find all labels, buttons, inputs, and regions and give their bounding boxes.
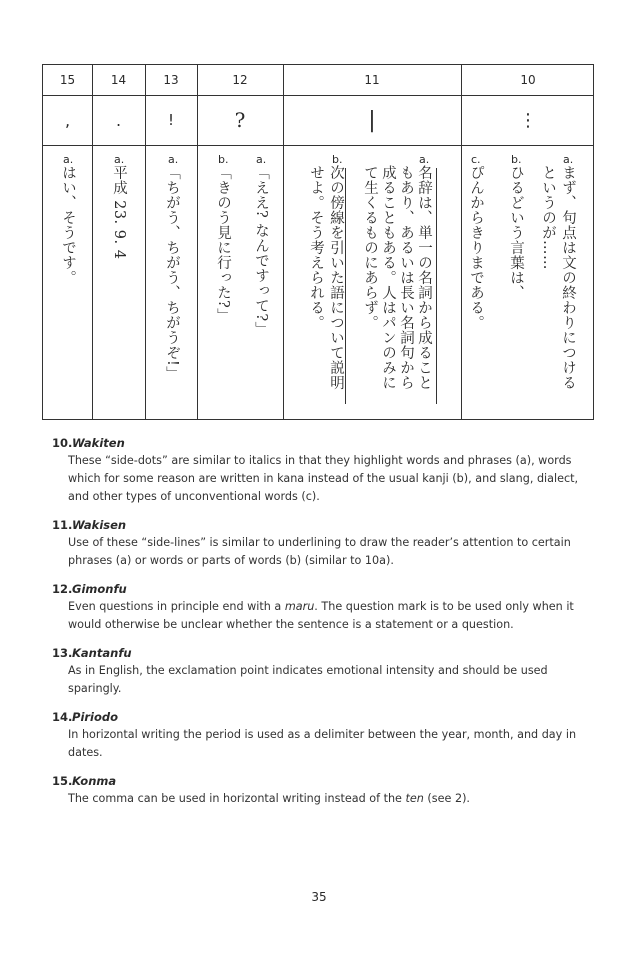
column-number: 13	[163, 73, 179, 87]
note-title: 13. Kantanfu	[52, 646, 132, 660]
table-rule	[43, 145, 593, 146]
column-number: 14	[110, 73, 127, 87]
note-body: The comma can be used in horizontal writing instead of the ten (see 2).	[68, 792, 470, 805]
note-title: 14. Piriodo	[52, 710, 119, 724]
example-text: 「ちがう、ちがう、ちがうぞ!」	[164, 165, 180, 382]
example-text: まず、句点は文の終わりにつける	[560, 165, 576, 390]
example-label: a.	[63, 153, 74, 166]
example-text: もあり、あるいは長い名詞句から	[398, 165, 414, 390]
notes-list	[52, 434, 600, 818]
note-item	[52, 708, 600, 762]
note-item	[52, 434, 600, 506]
example-text: 平成 23. 9. 4	[111, 165, 127, 260]
example-text: て生くるものにあらず。	[362, 165, 378, 330]
example-label: b.	[218, 153, 229, 166]
punctuation-mark: ?	[234, 108, 246, 132]
note-body: As in English, the exclamation point indicates emotional intensity and should be used sparingly.	[68, 664, 548, 695]
example-text: ひるどいう言葉は、	[508, 165, 524, 300]
example-label: a.	[168, 153, 179, 166]
punctuation-mark: |	[368, 107, 376, 133]
note-title: 11. Wakisen	[52, 518, 127, 532]
note-title: 12. Gimonfu	[52, 582, 127, 596]
side-line	[345, 168, 346, 404]
column-number: 10	[520, 73, 536, 87]
note-item	[52, 516, 600, 570]
note-title: 10. Wakiten	[52, 436, 125, 450]
note-item	[52, 580, 600, 634]
example-label: a.	[563, 153, 574, 166]
example-label: b.	[332, 153, 343, 166]
example-label: a.	[256, 153, 267, 166]
example-text: というのが……	[540, 165, 556, 270]
example-text: 名辞は、単一の名詞から成ること	[416, 165, 432, 390]
note-title: 15. Konma	[52, 774, 117, 788]
note-body: Even questions in principle end with a maru. The question mark is to be used only when it would otherwise be unclear whether the sentence is a statement or a question.	[68, 600, 574, 631]
punctuation-mark: !	[167, 111, 174, 129]
punctuation-mark: .	[115, 110, 122, 130]
column-number: 12	[232, 73, 248, 87]
example-text: 次の傍線を引いた語について説明	[328, 165, 344, 390]
example-text: 「きのう見に行った?」	[215, 165, 231, 324]
example-label: c.	[471, 153, 481, 166]
example-text: はい、そうです。	[60, 165, 76, 285]
example-label: a.	[419, 153, 430, 166]
example-text: せよ。そう考えられる。	[308, 165, 324, 330]
note-body: In horizontal writing the period is used as a delimiter between the year, month, and day in dates.	[68, 728, 577, 759]
punctuation-table	[42, 64, 594, 420]
note-body: Use of these “side-lines” is similar to underlining to draw the reader’s attention to certain phrases (a) or words or parts of words (b) (similar to 10a).	[68, 536, 571, 567]
page-number: 35	[311, 890, 327, 904]
example-text: 成ることもある。人はパンのみに	[380, 165, 396, 390]
example-label: b.	[511, 153, 522, 166]
example-text: ぴんからきりまである。	[468, 165, 484, 330]
example-text: 「ええ? なんですって?」	[253, 165, 269, 337]
punctuation-mark: ⋮	[519, 109, 537, 131]
note-item	[52, 644, 600, 698]
punctuation-mark: ,	[64, 110, 71, 130]
example-label: a.	[114, 153, 125, 166]
note-body: These “side-dots” are similar to italics in that they highlight words and phrases (a), words which for some reason are written in kana instead of the usual kanji (b), and slang, dialect, and other types of unconventional words (c).	[68, 454, 579, 503]
side-line	[436, 168, 437, 404]
note-item	[52, 772, 600, 808]
column-number: 15	[59, 73, 76, 87]
column-number: 11	[364, 73, 380, 87]
